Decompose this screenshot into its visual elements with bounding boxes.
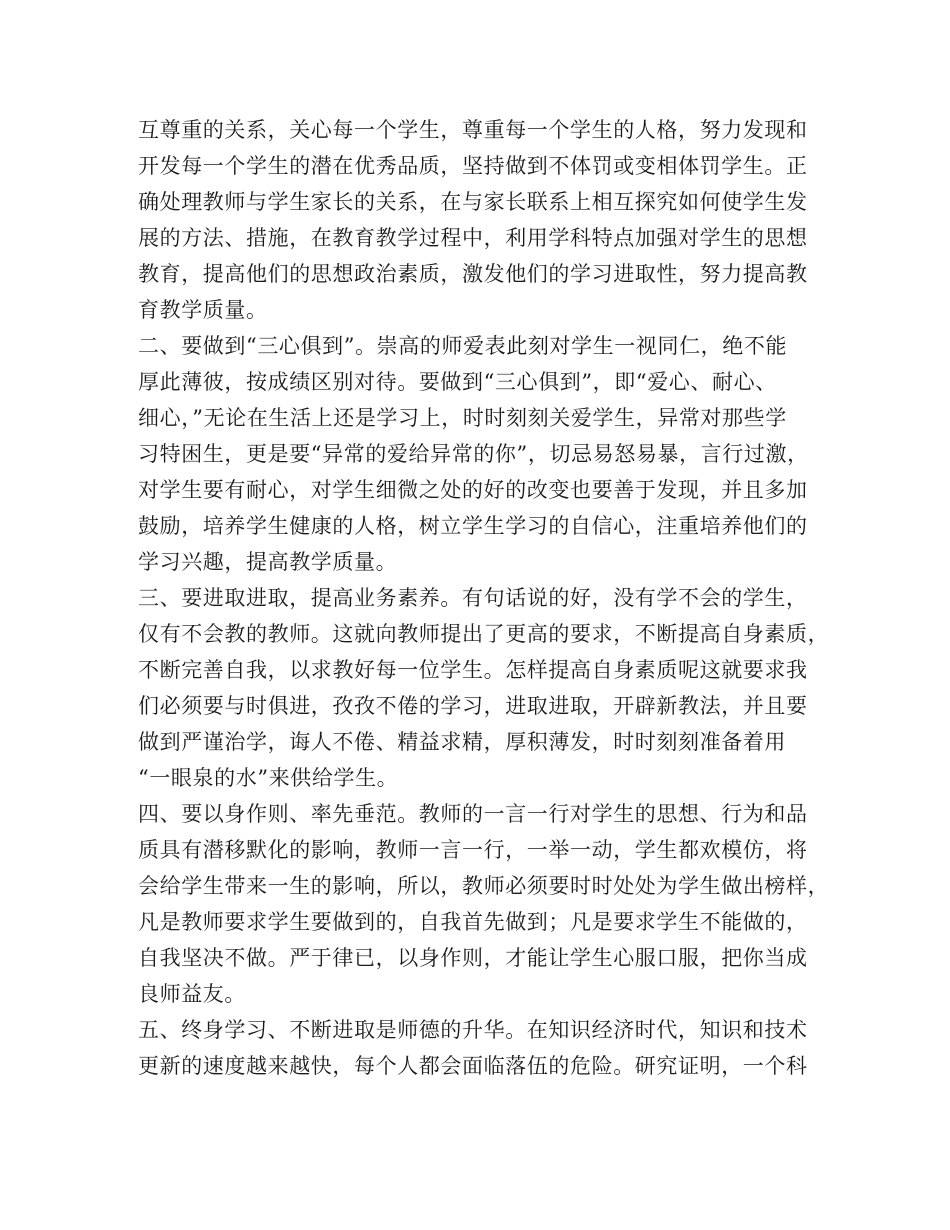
- text-line: 会给学生带来一生的影响，所以，教师必须要时时处处为学生做出榜样，: [138, 874, 830, 898]
- text-line: 做到严谨治学，诲人不倦、精益求精，厚积薄发，时时刻刻准备着用: [138, 730, 786, 754]
- text-line: 自我坚决不做。严于律已，以身作则，才能让学生心服口服，把你当成: [138, 946, 808, 970]
- text-line: 二、要做到“三心俱到”。崇高的师爱表此刻对学生一视同仁，绝不能: [138, 334, 788, 358]
- text-line: 不断完善自我，以求教好每一位学生。怎样提高自身素质呢这就要求我: [138, 658, 808, 682]
- text-line: 学习兴趣，提高教学质量。: [138, 550, 398, 574]
- text-line: 对学生要有耐心，对学生细微之处的好的改变也要善于发现，并且多加: [138, 478, 808, 502]
- text-line: 四、要以身作则、率先垂范。教师的一言一行对学生的思想、行为和品: [138, 802, 808, 826]
- text-line: 五、终身学习、不断进取是师德的升华。在知识经济时代，知识和技术: [138, 1018, 808, 1042]
- text-line: 教育，提高他们的思想政治素质，激发他们的学习进取性，努力提高教: [138, 262, 808, 286]
- text-line: 们必须要与时俱进，孜孜不倦的学习，进取进取，开辟新教法，并且要: [138, 694, 808, 718]
- text-line: 互尊重的关系，关心每一个学生，尊重每一个学生的人格，努力发现和: [138, 118, 808, 142]
- body-text: [138, 112, 828, 1084]
- text-line: 更新的速度越来越快，每个人都会面临落伍的危险。研究证明，一个科: [138, 1054, 808, 1078]
- text-line: 仅有不会教的教师。这就向教师提出了更高的要求，不断提高自身素质，: [138, 622, 830, 646]
- text-line: “一眼泉的水”来供给学生。: [138, 766, 399, 790]
- text-line: 开发每一个学生的潜在优秀品质，坚持做到不体罚或变相体罚学生。正: [138, 154, 808, 178]
- text-line: 良师益友。: [138, 982, 246, 1006]
- text-line: 鼓励，培养学生健康的人格，树立学生学习的自信心，注重培养他们的: [138, 514, 808, 538]
- text-line: 育教学质量。: [138, 298, 268, 322]
- text-line: 质具有潜移默化的影响，教师一言一行，一举一动，学生都欢模仿，将: [138, 838, 808, 862]
- text-line: 确处理教师与学生家长的关系，在与家长联系上相互探究如何使学生发: [138, 190, 808, 214]
- text-line: 厚此薄彼，按成绩区别对待。要做到“三心俱到”，即“爱心、耐心、: [138, 370, 777, 394]
- text-line: 凡是教师要求学生要做到的，自我首先做到；凡是要求学生不能做的，: [138, 910, 808, 934]
- text-line: 展的方法、措施，在教育教学过程中，利用学科特点加强对学生的思想: [138, 226, 808, 250]
- text-line: 习特困生，更是要“异常的爱给异常的你”，切忌易怒易暴，言行过激，: [138, 442, 809, 466]
- text-line: 细心，”无论在生活上还是学习上，时时刻刻关爱学生，异常对那些学: [138, 406, 787, 430]
- text-line: 三、要进取进取，提高业务素养。有句话说的好，没有学不会的学生，: [138, 586, 808, 610]
